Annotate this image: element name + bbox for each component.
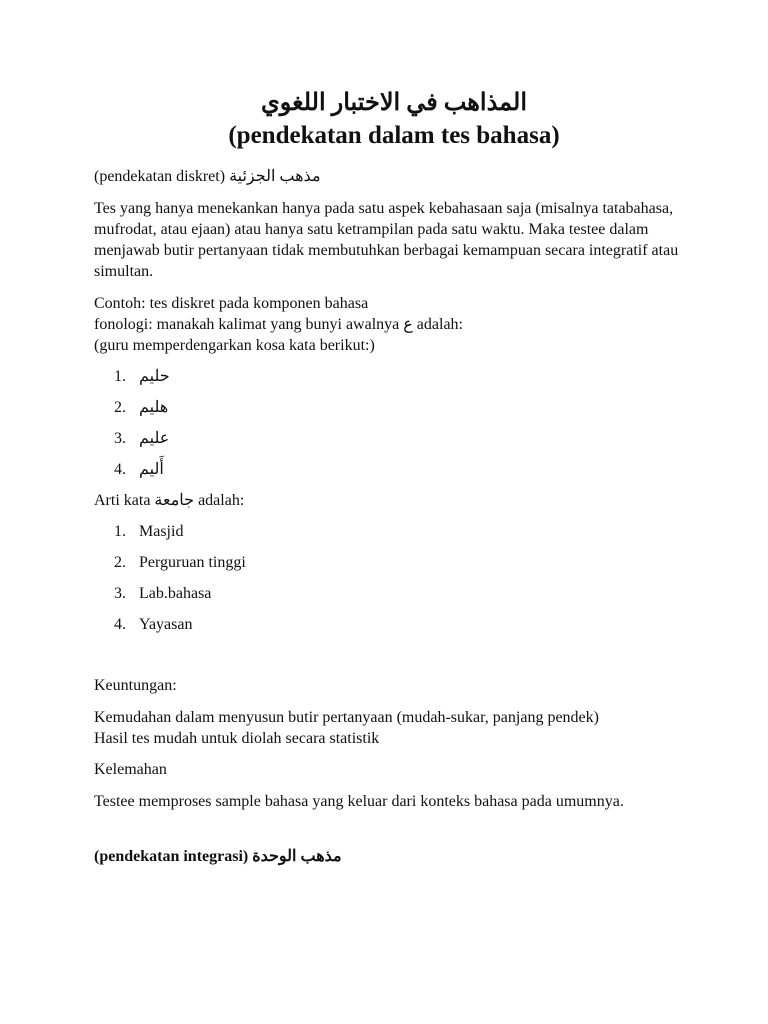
list-item-text: عليم [139, 430, 170, 447]
weakness-label: Kelemahan [94, 761, 167, 778]
example-line-1: Contoh: tes diskret pada komponen bahasa [94, 295, 369, 312]
list-item [94, 428, 694, 449]
list-item [94, 521, 694, 542]
section1-heading-arabic: مذهب الجزئية [229, 168, 321, 185]
list-item [94, 614, 694, 635]
section2-heading [94, 846, 694, 867]
list-item-number: 1. [114, 368, 126, 385]
list-item-text: حليم [139, 368, 170, 385]
example-line-2 [94, 314, 694, 335]
advantages-label: Keuntungan: [94, 677, 177, 694]
meaning-prefix: Arti kata [94, 492, 151, 509]
meaning-suffix: adalah: [198, 492, 245, 509]
title-arabic: المذاهب في الاختبار اللغوي [260, 90, 528, 116]
list-item [94, 552, 694, 573]
list-item-text: Lab.bahasa [139, 585, 212, 602]
advantages-line-1: Kemudahan dalam menyusun butir pertanyaan (mudah-sukar, panjang pendek) [94, 709, 599, 726]
list-item-number: 3. [114, 585, 126, 602]
weakness-text: Testee memproses sample bahasa yang keluar dari konteks bahasa pada umumnya. [94, 793, 624, 810]
list-item-text: Perguruan tinggi [139, 554, 246, 571]
list-item-text: أَليم [139, 461, 164, 478]
section1-heading [94, 166, 694, 187]
meaning-word: جامعة [154, 492, 195, 509]
list-item-number: 2. [114, 554, 126, 571]
meaning-question [94, 490, 694, 511]
list-item-number: 4. [114, 616, 126, 633]
section1-paragraph: Tes yang hanya menekankan hanya pada satu aspek kebahasaan saja (misalnya tatabahasa, mufrodat, atau ejaan) atau hanya satu ketrampilan pada satu waktu. Maka testee dalam menjawab butir pertanyaan tidak membutuhkan berbagai kemampuan secara integratif atau simultan. [94, 200, 679, 280]
list-item [94, 459, 694, 480]
example-line-2-letter: ع [403, 316, 413, 333]
list-item [94, 366, 694, 387]
section2-heading-arabic: مذهب الوحدة [252, 848, 342, 865]
example-line-3: (guru memperdengarkan kosa kata berikut:) [94, 337, 375, 354]
title-indonesian: (pendekatan dalam tes bahasa) [228, 122, 560, 149]
list-item-number: 4. [114, 461, 126, 478]
list-item-text: Yayasan [139, 616, 193, 633]
list-item-text: Masjid [139, 523, 184, 540]
meaning-options-list [94, 521, 694, 635]
section2-heading-latin: (pendekatan integrasi) [94, 848, 249, 865]
list-item-number: 3. [114, 430, 126, 447]
list-item-number: 2. [114, 399, 126, 416]
advantages-line-2: Hasil tes mudah untuk diolah secara statistik [94, 730, 380, 747]
phonology-options-list [94, 366, 694, 480]
list-item [94, 583, 694, 604]
document-page [94, 88, 694, 867]
example-line-2-prefix: fonologi: manakah kalimat yang bunyi awalnya [94, 316, 400, 333]
example-line-2-suffix: adalah: [416, 316, 463, 333]
section1-heading-latin: (pendekatan diskret) [94, 168, 226, 185]
list-item-text: هليم [139, 399, 169, 416]
list-item-number: 1. [114, 523, 126, 540]
list-item [94, 397, 694, 418]
